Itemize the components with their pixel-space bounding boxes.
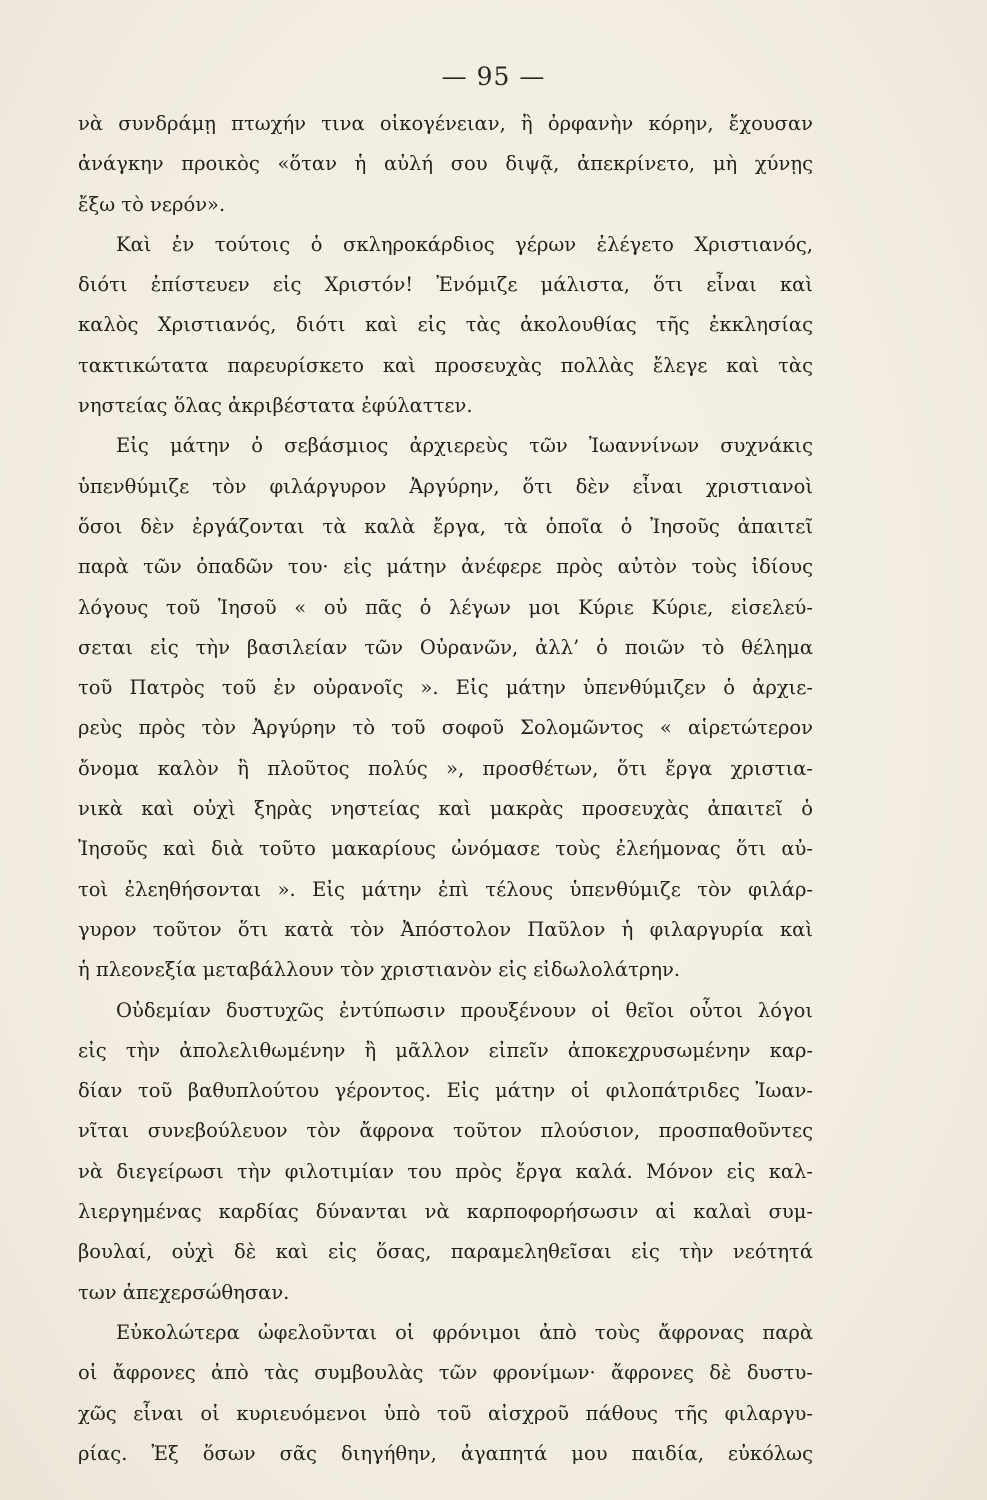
text-line: εἰς τὴν ἀπολελιθωμένην ἢ μᾶλλον εἰπεῖν ἀποκεχρυσωμένην καρ-: [78, 1038, 813, 1062]
text-line: Ἰησοῦς καὶ διὰ τοῦτο μακαρίους ὠνόμασε τοὺς ἐλεήμονας ὅτι αὐ-: [78, 837, 813, 861]
text-line: διότι ἐπίστευεν εἰς Χριστόν! Ἐνόμιζε μάλιστα, ὅτι εἶναι καὶ: [78, 273, 813, 297]
text-line: τοὶ ἐλεηθήσονται ». Εἰς μάτην ἐπὶ τέλους ὑπενθύμιζε τὸν φιλάρ-: [78, 877, 813, 901]
text-line: ρίας. Ἐξ ὅσων σᾶς διηγήθην, ἀγαπητά μου παιδία, εὐκόλως: [78, 1441, 813, 1465]
text-line: ὑπενθύμιζε τὸν φιλάργυρον Ἀργύρην, ὅτι δὲν εἶναι χριστιανοὶ: [78, 474, 813, 498]
text-line: νηστείας ὅλας ἀκριβέστατα ἐφύλαττεν.: [78, 394, 473, 418]
text-line: λόγους τοῦ Ἰησοῦ « οὐ πᾶς ὁ λέγων μοι Κύριε Κύριε, εἰσελεύ-: [78, 595, 813, 619]
page-number: — 95 —: [441, 62, 546, 91]
text-line: ἀνάγκην προικὸς «ὅταν ἡ αὐλή σου διψᾷ, ἀπεκρίνετο, μὴ χύνῃς: [78, 152, 813, 176]
text-line: γυρον τοῦτον ὅτι κατὰ τὸν Ἀπόστολον Παῦλον ἡ φιλαργυρία καὶ: [78, 917, 813, 941]
text-line: βουλαί, οὐχὶ δὲ καὶ εἰς ὅσας, παραμεληθεῖσαι εἰς τὴν νεότητά: [78, 1240, 813, 1264]
text-line: ρεὺς πρὸς τὸν Ἀργύρην τὸ τοῦ σοφοῦ Σολομῶντος « αἱρετώτερον: [78, 716, 813, 740]
text-line: ὅσοι δὲν ἐργάζονται τὰ καλὰ ἔργα, τὰ ὁποῖα ὁ Ἰησοῦς ἀπαιτεῖ: [78, 514, 813, 538]
text-line: παρὰ τῶν ὀπαδῶν του· εἰς μάτην ἀνέφερε πρὸς αὐτὸν τοὺς ἰδίους: [78, 555, 813, 579]
text-line: νῖται συνεβούλευον τὸν ἄφρονα τοῦτον πλούσιον, προσπαθοῦντες: [78, 1119, 813, 1143]
text-line: Καὶ ἐν τούτοις ὁ σκληροκάρδιος γέρων ἐλέγετο Χριστιανός,: [116, 232, 813, 256]
text-line: σεται εἰς τὴν βασιλείαν τῶν Οὐρανῶν, ἀλλ’ ὁ ποιῶν τὸ θέλημα: [78, 635, 813, 659]
text-line: τοῦ Πατρὸς τοῦ ἐν οὐρανοῖς ». Εἰς μάτην ὑπενθύμιζεν ὁ ἀρχιε-: [78, 676, 813, 700]
text-line: Οὐδεμίαν δυστυχῶς ἐντύπωσιν προυξένουν οἱ θεῖοι οὗτοι λόγοι: [116, 998, 813, 1022]
text-line: δίαν τοῦ βαθυπλούτου γέροντος. Εἰς μάτην οἱ φιλοπάτριδες Ἰωαν-: [78, 1079, 813, 1103]
text-line: ἡ πλεονεξία μεταβάλλουν τὸν χριστιανὸν εἰς εἰδωλολάτρην.: [78, 958, 681, 982]
text-line: νὰ διεγείρωσι τὴν φιλοτιμίαν του πρὸς ἔργα καλά. Μόνον εἰς καλ-: [78, 1159, 813, 1183]
text-line: ὄνομα καλὸν ἢ πλοῦτος πολύς », προσθέτων, ὅτι ἔργα χριστια-: [78, 756, 813, 780]
body-text: [78, 104, 813, 1474]
text-line: των ἀπεχερσώθησαν.: [78, 1280, 290, 1304]
text-line: Εὐκολώτερα ὠφελοῦνται οἱ φρόνιμοι ἀπὸ τοὺς ἄφρονας παρὰ: [116, 1320, 813, 1344]
text-line: ἔξω τὸ νερόν».: [78, 192, 226, 216]
text-line: λιεργημένας καρδίας δύνανται νὰ καρποφορήσωσιν αἱ καλαὶ συμ-: [78, 1200, 813, 1224]
text-line: Εἰς μάτην ὁ σεβάσμιος ἀρχιερεὺς τῶν Ἰωαννίνων συχνάκις: [116, 434, 813, 458]
text-line: τακτικώτατα παρευρίσκετο καὶ προσευχὰς πολλὰς ἔλεγε καὶ τὰς: [78, 353, 813, 377]
text-line: καλὸς Χριστιανός, διότι καὶ εἰς τὰς ἀκολουθίας τῆς ἐκκλησίας: [78, 313, 813, 337]
text-line: νὰ συνδράμῃ πτωχήν τινα οἰκογένειαν, ἢ ὀρφανὴν κόρην, ἔχουσαν: [78, 112, 813, 135]
text-line: οἱ ἄφρονες ἀπὸ τὰς συμβουλὰς τῶν φρονίμων· ἄφρονες δὲ δυστυ-: [78, 1361, 813, 1385]
text-line: χῶς εἶναι οἱ κυριευόμενοι ὑπὸ τοῦ αἰσχροῦ πάθους τῆς φιλαργυ-: [78, 1401, 813, 1425]
text-line: νικὰ καὶ οὐχὶ ξηρὰς νηστείας καὶ μακρὰς προσευχὰς ἀπαιτεῖ ὁ: [78, 797, 813, 821]
